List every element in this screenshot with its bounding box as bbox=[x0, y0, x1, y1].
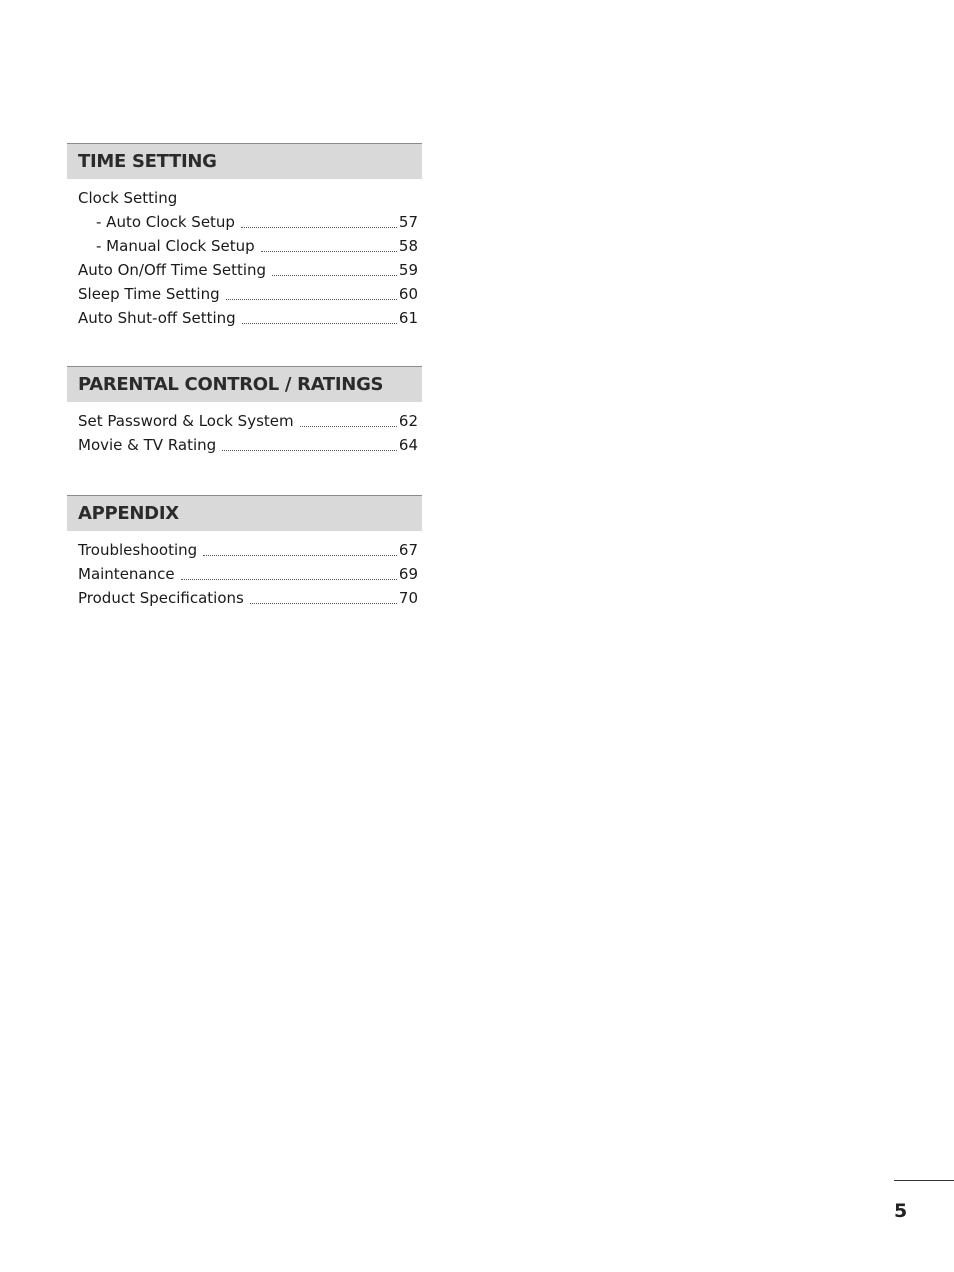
toc-entry-sleep-time-setting bbox=[67, 280, 422, 304]
toc-entry-maintenance bbox=[67, 560, 422, 584]
toc-entry-set-password-lock-system bbox=[67, 407, 422, 431]
section-header bbox=[67, 143, 422, 179]
toc-entry-label: Auto Shut-off Setting bbox=[78, 309, 236, 327]
dot-leader bbox=[203, 554, 397, 556]
toc-entry-label: Set Password & Lock System bbox=[78, 412, 294, 430]
toc-entry-label: - Auto Clock Setup bbox=[96, 213, 235, 231]
toc-entry-label: Sleep Time Setting bbox=[78, 285, 220, 303]
toc-entry-label: - Manual Clock Setup bbox=[96, 237, 255, 255]
toc-entry-auto-shut-off-setting bbox=[67, 304, 422, 328]
dot-leader bbox=[261, 250, 397, 252]
toc-entry-label: Product Specifications bbox=[78, 589, 244, 607]
dot-leader bbox=[226, 298, 397, 300]
toc-entry-page: 69 bbox=[398, 565, 418, 583]
dot-leader bbox=[300, 425, 397, 427]
toc-entry-label: Troubleshooting bbox=[78, 541, 198, 559]
toc-entry-manual-clock-setup bbox=[67, 232, 422, 256]
toc-section-appendix bbox=[67, 495, 422, 608]
toc-entry-page: 59 bbox=[398, 261, 418, 279]
toc-entry-page: 64 bbox=[398, 436, 418, 454]
section-title: TIME SETTING bbox=[78, 151, 217, 172]
toc-entry-troubleshooting bbox=[67, 536, 422, 560]
section-title: APPENDIX bbox=[78, 503, 179, 524]
toc-entry-label: Auto On/Off Time Setting bbox=[78, 261, 267, 279]
footer-rule bbox=[894, 1180, 954, 1181]
page-number: 5 bbox=[894, 1200, 908, 1222]
toc-section-parental-control bbox=[67, 366, 422, 455]
toc-entry-product-specifications bbox=[67, 584, 422, 608]
section-header bbox=[67, 366, 422, 402]
toc-entry-page: 62 bbox=[398, 412, 418, 430]
toc-list bbox=[67, 407, 422, 455]
toc-entry-page: 70 bbox=[398, 589, 418, 607]
toc-entry-page: 61 bbox=[398, 309, 418, 327]
toc-entry-label: Maintenance bbox=[78, 565, 175, 583]
dot-leader bbox=[272, 274, 397, 276]
dot-leader bbox=[241, 226, 397, 228]
toc-section-time-setting bbox=[67, 143, 422, 328]
toc-entry-page: 60 bbox=[398, 285, 418, 303]
section-header bbox=[67, 495, 422, 531]
dot-leader bbox=[250, 602, 397, 604]
toc-entry-auto-clock-setup bbox=[67, 208, 422, 232]
dot-leader bbox=[181, 578, 397, 580]
toc-entry-movie-tv-rating bbox=[67, 431, 422, 455]
toc-list bbox=[67, 184, 422, 328]
toc-entry-page: 58 bbox=[398, 237, 418, 255]
toc-entry-label: Movie & TV Rating bbox=[78, 436, 217, 454]
dot-leader bbox=[222, 449, 397, 451]
toc-entry-page: 57 bbox=[398, 213, 418, 231]
section-title: PARENTAL CONTROL / RATINGS bbox=[78, 374, 384, 395]
toc-entry-label: Clock Setting bbox=[78, 189, 178, 207]
dot-leader bbox=[242, 322, 397, 324]
toc-list bbox=[67, 536, 422, 608]
toc-entry-page: 67 bbox=[398, 541, 418, 559]
toc-entry-auto-on-off-time-setting bbox=[67, 256, 422, 280]
toc-entry-clock-setting bbox=[67, 184, 422, 208]
